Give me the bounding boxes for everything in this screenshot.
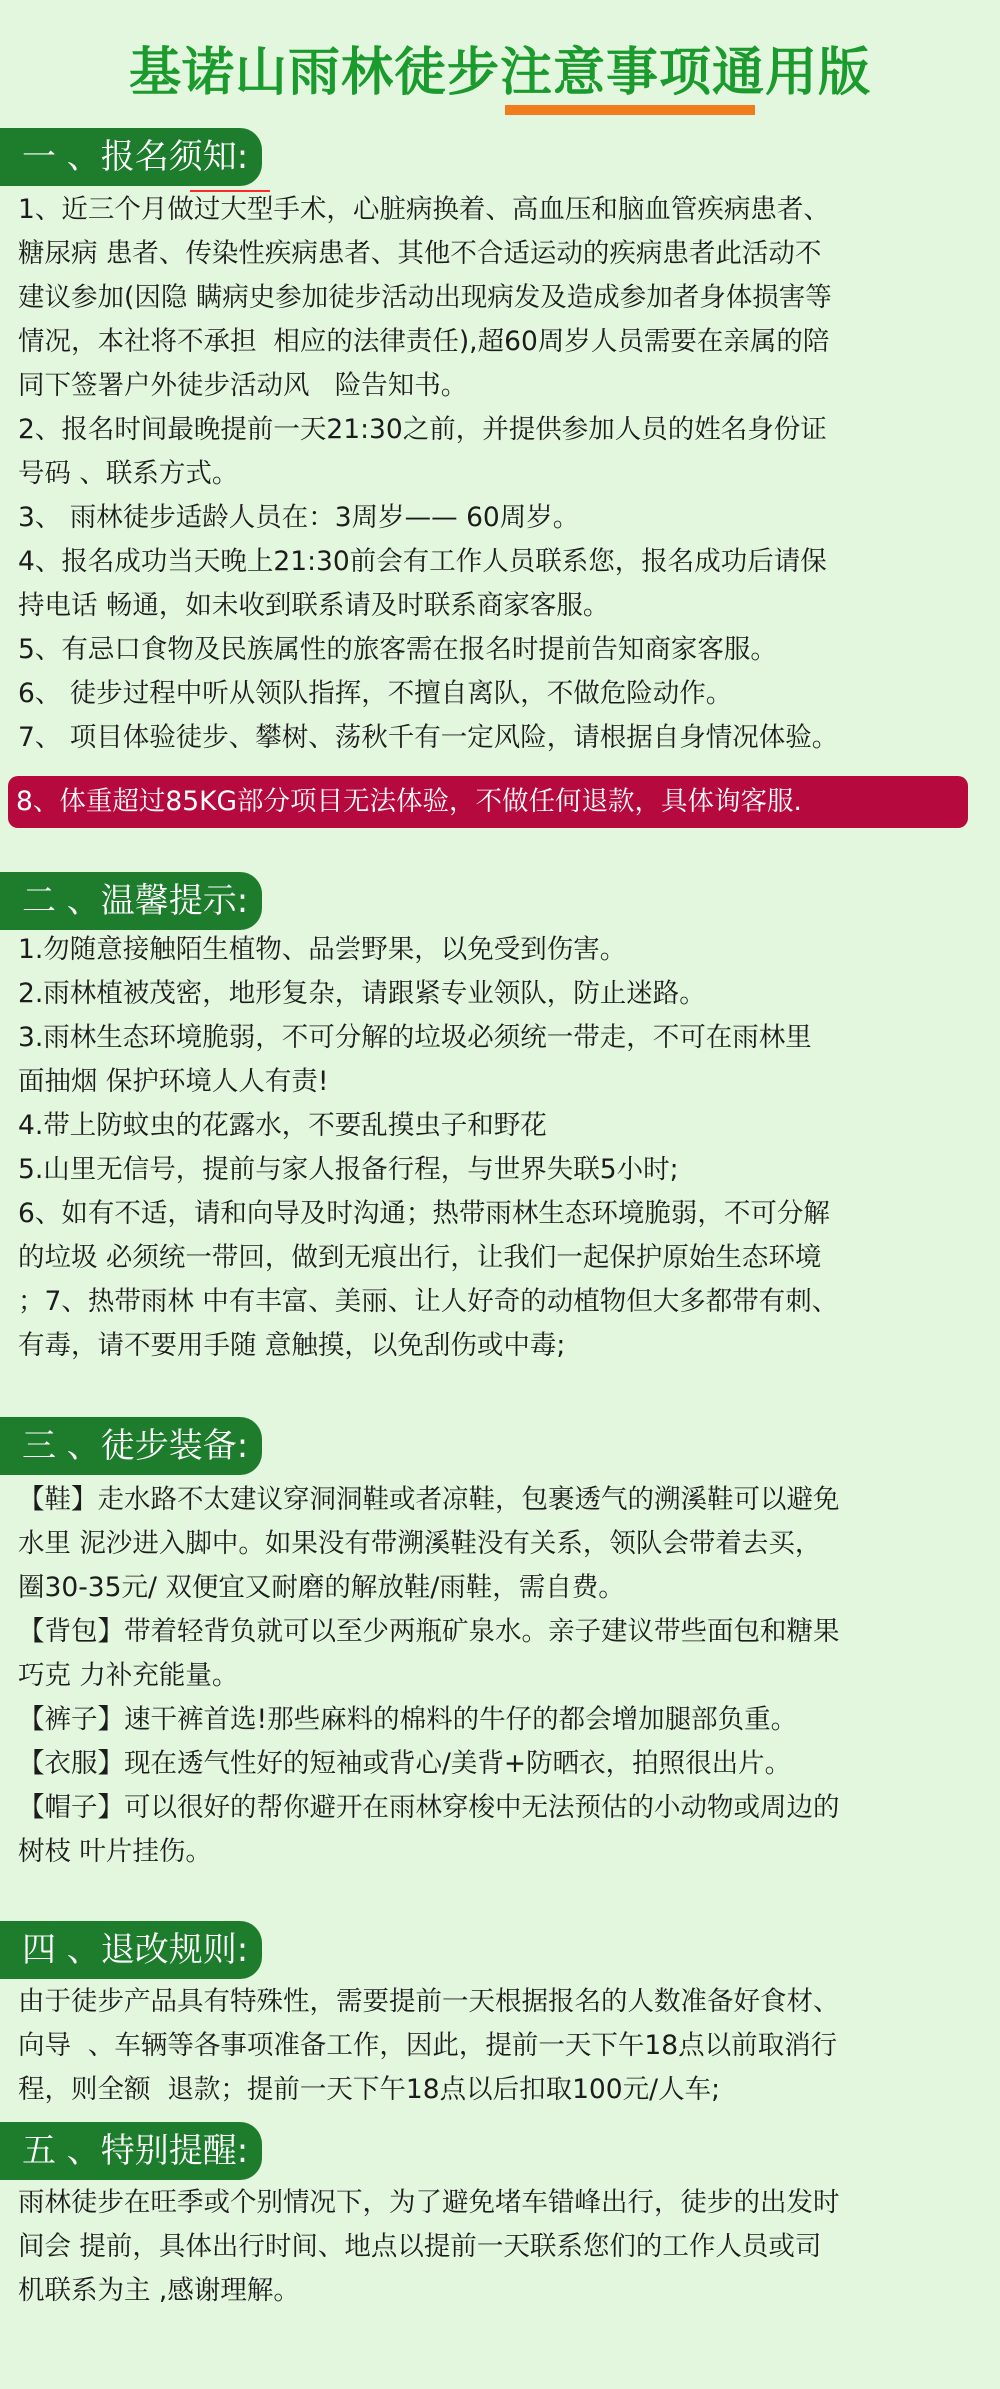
section-body-equipment	[18, 1478, 986, 1874]
section-heading-equipment: 三 、徒步装备:	[0, 1417, 262, 1475]
section-heading-tips: 二 、温馨提示:	[0, 872, 262, 930]
text-line: 【鞋】走水路不太建议穿洞洞鞋或者凉鞋，包裹透气的溯溪鞋可以避免	[18, 1484, 840, 1515]
text-line: ；7、热带雨林 中有丰富、美丽、让人好奇的动植物但大多都带有刺、	[18, 1286, 839, 1317]
text-line: 2.雨林植被茂密，地形复杂，请跟紧专业领队，防止迷路。	[18, 978, 706, 1009]
text-line: 【背包】带着轻背负就可以至少两瓶矿泉水。亲子建议带些面包和糖果	[18, 1616, 840, 1647]
text-line: 雨林徒步在旺季或个别情况下，为了避免堵车错峰出行，徒步的出发时	[18, 2187, 840, 2218]
section-heading-reminder: 五 、特别提醒:	[0, 2122, 262, 2180]
text-line: 持电话 畅通，如未收到联系请及时联系商家客服。	[18, 590, 610, 621]
text-line: 4.带上防蚊虫的花露水，不要乱摸虫子和野花	[18, 1110, 547, 1141]
weight-limit-notice: 8、体重超过85KG部分项目无法体验，不做任何退款，具体询客服.	[8, 776, 968, 828]
text-line: 【衣服】现在透气性好的短袖或背心/美背+防晒衣，拍照很出片。	[18, 1748, 792, 1779]
text-line: 情况，本社将不承担 相应的法律责任),超60周岁人员需要在亲属的陪	[18, 326, 830, 357]
section-heading-refund: 四 、退改规则:	[0, 1921, 262, 1979]
text-line: 4、报名成功当天晚上21:30前会有工作人员联系您，报名成功后请保	[18, 546, 827, 577]
text-line: 【帽子】可以很好的帮你避开在雨林穿梭中无法预估的小动物或周边的	[18, 1792, 840, 1823]
text-line: 机联系为主 ,感谢理解。	[18, 2275, 300, 2306]
text-line: 6、 徒步过程中听从领队指挥，不擅自离队，不做危险动作。	[18, 678, 733, 709]
section-body-reminder	[18, 2181, 986, 2313]
text-line: 6、如有不适，请和向导及时沟通；热带雨林生态环境脆弱，不可分解	[18, 1198, 830, 1229]
text-line: 3、 雨林徒步适龄人员在：3周岁—— 60周岁。	[18, 502, 580, 533]
section-heading-registration: 一 、报名须知:	[0, 128, 262, 186]
text-line: 糖尿病 患者、传染性疾病患者、其他不合适运动的疾病患者此活动不	[18, 238, 822, 269]
text-line: 同下签署户外徒步活动风 险告知书。	[18, 370, 468, 401]
section-body-registration	[18, 188, 986, 760]
text-line: 向导 、车辆等各事项准备工作，因此，提前一天下午18点以前取消行	[18, 2030, 838, 2061]
text-line: 号码 、联系方式。	[18, 458, 239, 489]
text-line: 巧克 力补充能量。	[18, 1660, 239, 1691]
title-underline	[505, 105, 755, 115]
text-line: 2、报名时间最晚提前一天21:30之前，并提供参加人员的姓名身份证	[18, 414, 827, 445]
section-body-refund	[18, 1980, 986, 2112]
text-line: 5、有忌口食物及民族属性的旅客需在报名时提前告知商家客服。	[18, 634, 777, 665]
text-line: 1.勿随意接触陌生植物、品尝野果，以免受到伤害。	[18, 934, 627, 965]
text-line: 1、近三个月做过大型手术，心脏病换着、高血压和脑血管疾病患者、	[18, 194, 830, 225]
text-line: 水里 泥沙进入脚中。如果没有带溯溪鞋没有关系，领队会带着去买，	[18, 1528, 822, 1559]
text-line: 由于徒步产品具有特殊性，需要提前一天根据报名的人数准备好食材、	[18, 1986, 840, 2017]
text-line: 5.山里无信号，提前与家人报备行程，与世界失联5小时;	[18, 1154, 679, 1185]
text-line: 程，则全额 退款；提前一天下午18点以后扣取100元/人车;	[18, 2074, 721, 2105]
text-line: 7、 项目体验徒步、攀树、荡秋千有一定风险，请根据自身情况体验。	[18, 722, 839, 753]
text-line: 面抽烟 保护环境人人有责!	[18, 1066, 329, 1097]
page-title: 基诺山雨林徒步注意事项通用版	[128, 43, 871, 103]
text-line: 建议参加(因隐 瞒病史参加徒步活动出现病发及造成参加者身体损害等	[18, 282, 832, 313]
text-line: 【裤子】速干裤首选!那些麻料的棉料的牛仔的都会增加腿部负重。	[18, 1704, 798, 1735]
section-body-tips	[18, 928, 986, 1368]
text-line: 的垃圾 必须统一带回，做到无痕出行，让我们一起保护原始生态环境	[18, 1242, 822, 1273]
text-line: 3.雨林生态环境脆弱，不可分解的垃圾必须统一带走，不可在雨林里	[18, 1022, 812, 1053]
text-line: 间会 提前，具体出行时间、地点以提前一天联系您们的工作人员或司	[18, 2231, 822, 2262]
text-line: 树枝 叶片挂伤。	[18, 1836, 212, 1867]
text-line: 圈30-35元/ 双便宜又耐磨的解放鞋/雨鞋，需自费。	[18, 1572, 625, 1603]
text-line: 有毒，请不要用手随 意触摸，以免刮伤或中毒;	[18, 1330, 566, 1361]
